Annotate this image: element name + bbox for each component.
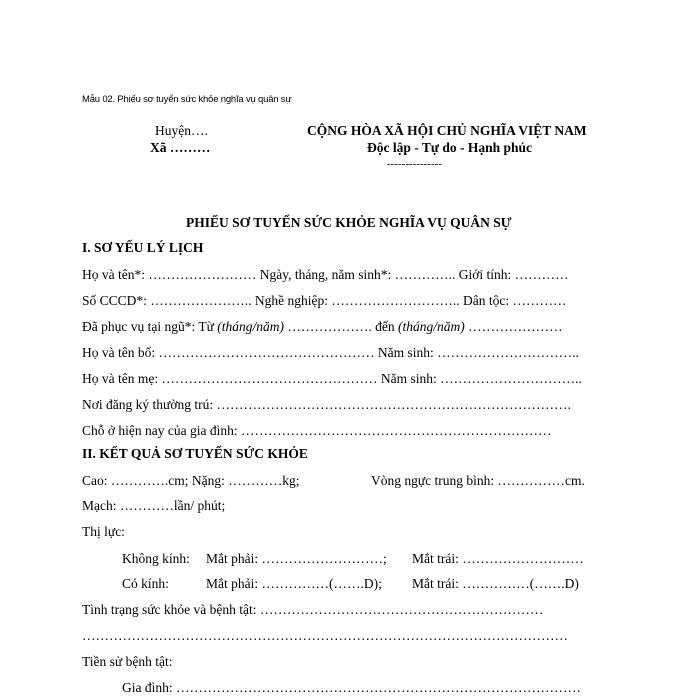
height-weight-row: Cao: ………….cm; Nặng: …………kg;: [82, 473, 300, 488]
document-title: PHIẾU SƠ TUYỂN SỨC KHỎE NGHĨA VỤ QUÂN SỰ: [186, 215, 512, 230]
vision-label: Thị lực:: [82, 524, 125, 539]
residence-row: Nơi đăng ký thường trú: …………………………………………………………………….: [82, 397, 571, 412]
left-eye-with-glasses: Mắt trái: ……………(…….D): [412, 576, 579, 591]
pulse-row: Mạch: …………lần/ phút;: [82, 498, 226, 513]
current-address-row: Chỗ ở hiện nay của gia đình: ……………………………………………………………: [82, 423, 552, 438]
name-dob-gender-row: Họ và tên*: …………………… Ngày, tháng, năm sinh*: ………….. Giới tính: …………: [82, 267, 569, 282]
from-month-year-hint: (tháng/năm): [217, 319, 285, 334]
service-period-row: [82, 319, 563, 335]
medical-history-label: Tiền sử bệnh tật:: [82, 654, 173, 669]
service-period-label: Đã phục vụ tại ngũ*: Từ: [82, 319, 218, 334]
right-eye-no-glasses: Mắt phải: ………………………;: [206, 551, 387, 566]
country-name: CỘNG HÒA XÃ HỘI CHỦ NGHĨA VIỆT NAM: [307, 123, 587, 138]
family-history-row: Gia đình: ………………………………………………………………………………: [122, 680, 581, 695]
national-motto: Độc lập - Tự do - Hạnh phúc: [367, 140, 533, 155]
section-1-heading: I. SƠ YẾU LÝ LỊCH: [82, 240, 204, 255]
no-glasses-label: Không kính:: [122, 551, 190, 566]
service-period-end: …………………: [464, 319, 563, 334]
form-code: Mẫu 02. Phiếu sơ tuyển sức khỏe nghĩa vụ quân sự: [82, 94, 292, 105]
motto-separator: ---------------: [387, 158, 442, 170]
mother-row: Họ và tên mẹ: ………………………………………… Năm sinh: …………………………..: [82, 371, 582, 386]
father-row: Họ và tên bố: ………………………………………… Năm sinh: …………………………..: [82, 345, 579, 360]
service-period-to: ………………. đến: [284, 319, 399, 334]
chest-row: Vòng ngực trung bình: ……………cm.: [371, 473, 585, 488]
health-status-row: Tình trạng sức khỏe và bệnh tật: ………………………………………………………: [82, 602, 544, 617]
commune-label: Xã ………: [150, 140, 211, 155]
id-job-ethnicity-row: Số CCCD*: ………………….. Nghề nghiệp: ……………………….. Dân tộc: …………: [82, 293, 567, 308]
left-eye-no-glasses: Mắt trái: ………………………: [412, 551, 584, 566]
section-2-heading: II. KẾT QUẢ SƠ TUYỂN SỨC KHỎE: [82, 446, 308, 461]
with-glasses-label: Có kính:: [122, 576, 169, 591]
right-eye-with-glasses: Mắt phải: ……………(…….D);: [206, 576, 382, 591]
to-month-year-hint: (tháng/năm): [398, 319, 465, 334]
health-status-continuation: ………………………………………………………………………………………………: [82, 628, 568, 643]
district-label: Huyện….: [155, 123, 208, 138]
